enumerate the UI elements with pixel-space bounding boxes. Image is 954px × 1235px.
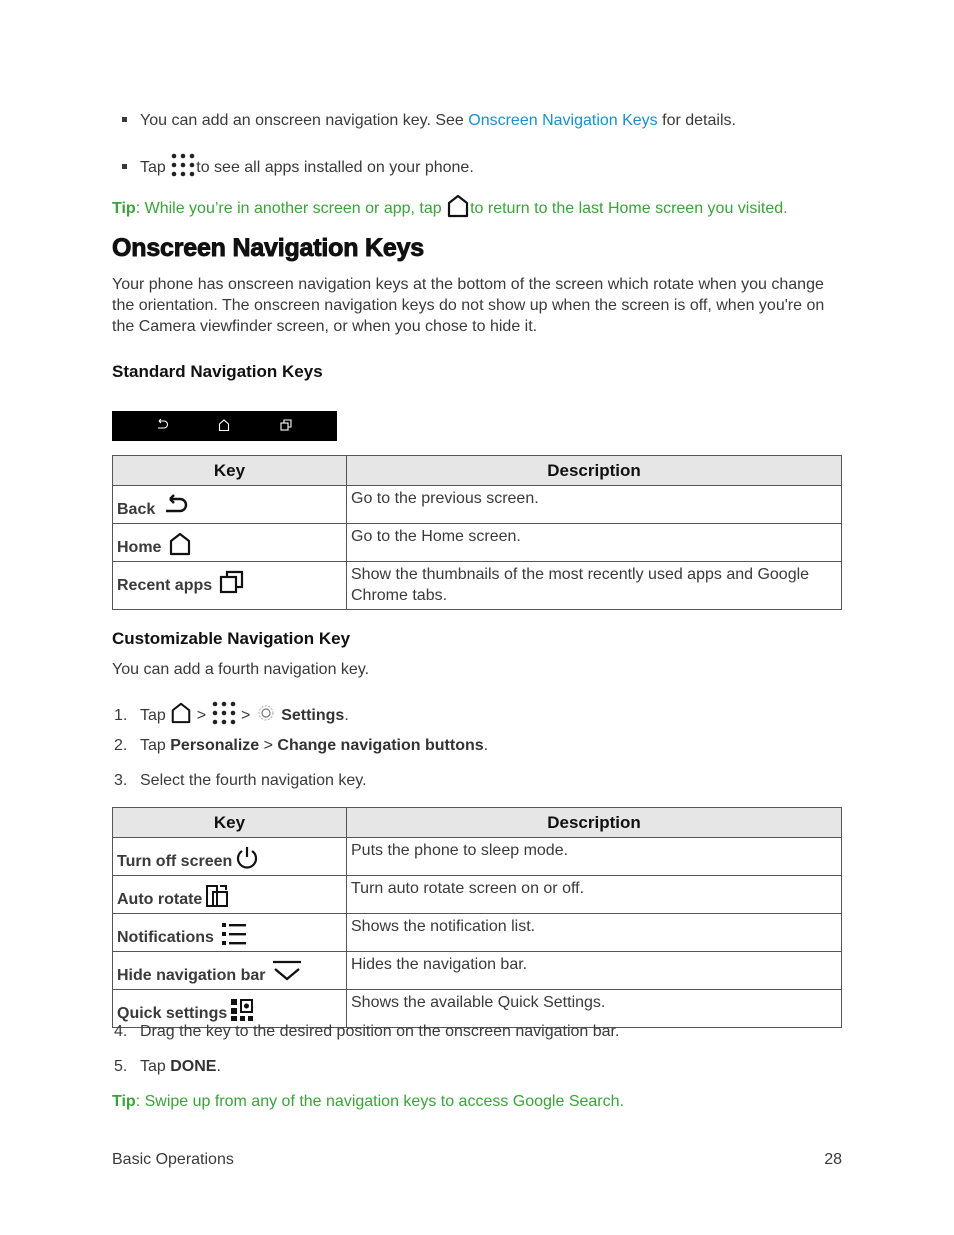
notifications-list-icon xyxy=(220,922,248,946)
tip-home: Tip: While you’re in another screen or app, tap to return to the last Home screen you visited. xyxy=(112,194,788,219)
description-cell: Go to the previous screen. xyxy=(347,486,842,524)
home-icon xyxy=(446,194,470,218)
step-1: 1. Tap > > Settings. xyxy=(114,701,349,726)
tip-google-search: Tip: Swipe up from any of the navigation keys to access Google Search. xyxy=(112,1093,624,1110)
settings-gear-icon xyxy=(255,703,277,725)
recent-apps-icon xyxy=(219,570,245,594)
page-title: Onscreen Navigation Keys xyxy=(112,234,424,262)
description-cell: Shows the notification list. xyxy=(347,914,842,952)
quick-settings-icon xyxy=(229,998,255,1022)
recent-apps-icon xyxy=(279,418,293,432)
column-header-key: Key xyxy=(113,808,347,838)
key-cell: Auto rotate xyxy=(113,876,347,914)
step-5: 5. Tap DONE. xyxy=(114,1058,221,1075)
navigation-bar-image xyxy=(112,411,337,441)
bullet-all-apps: Tap to see all apps installed on your phone. xyxy=(122,153,474,178)
table-header-row xyxy=(113,808,842,838)
all-apps-icon xyxy=(211,701,237,725)
home-icon xyxy=(168,532,192,556)
customizable-keys-table xyxy=(112,807,842,1028)
description-cell: Show the thumbnails of the most recently used apps and Google Chrome tabs. xyxy=(347,562,842,610)
bullet-marker xyxy=(122,164,127,169)
key-cell: Turn off screen xyxy=(113,838,347,876)
standard-keys-heading: Standard Navigation Keys xyxy=(112,362,323,381)
description-cell: Shows the available Quick Settings. xyxy=(347,990,842,1028)
auto-rotate-icon xyxy=(204,884,230,908)
standard-keys-table xyxy=(112,455,842,610)
home-icon xyxy=(170,701,192,725)
onscreen-nav-keys-link[interactable]: Onscreen Navigation Keys xyxy=(468,112,658,129)
home-icon xyxy=(217,418,231,432)
key-cell: Quick settings xyxy=(113,990,347,1028)
page-number: 28 xyxy=(824,1151,842,1168)
bullet-marker xyxy=(122,117,127,122)
key-cell: Recent apps xyxy=(113,562,347,610)
column-header-description: Description xyxy=(347,456,842,486)
table-row xyxy=(113,562,842,610)
key-cell: Notifications xyxy=(113,914,347,952)
table-header-row xyxy=(113,456,842,486)
bullet-add-nav-key: You can add an onscreen navigation key. See Onscreen Navigation Keys for details. xyxy=(122,111,736,131)
table-row xyxy=(113,952,842,990)
customizable-intro: You can add a fourth navigation key. xyxy=(112,661,370,678)
footer-section-name: Basic Operations xyxy=(112,1151,234,1168)
all-apps-icon xyxy=(170,153,196,177)
description-cell: Go to the Home screen. xyxy=(347,524,842,562)
back-icon xyxy=(155,418,169,432)
table-row xyxy=(113,838,842,876)
description-cell: Turn auto rotate screen on or off. xyxy=(347,876,842,914)
table-row xyxy=(113,914,842,952)
step-3: 3. Select the fourth navigation key. xyxy=(114,772,367,789)
key-cell: Hide navigation bar xyxy=(113,952,347,990)
description-cell: Puts the phone to sleep mode. xyxy=(347,838,842,876)
intro-paragraph: Your phone has onscreen navigation keys at the bottom of the screen which rotate when you change the orientation. The onscreen navigation keys do not show up when the screen is off, when you're on the Camera viewfinder screen, or when you chose to hide it. xyxy=(112,276,825,335)
back-icon xyxy=(162,494,190,518)
chevron-down-icon xyxy=(272,960,302,984)
description-cell: Hides the navigation bar. xyxy=(347,952,842,990)
column-header-key: Key xyxy=(113,456,347,486)
table-row xyxy=(113,486,842,524)
power-icon xyxy=(234,846,260,870)
column-header-description: Description xyxy=(347,808,842,838)
step-4: 4. Drag the key to the desired position on the onscreen navigation bar. xyxy=(114,1023,620,1040)
key-cell: Home xyxy=(113,524,347,562)
customizable-key-heading: Customizable Navigation Key xyxy=(112,629,351,648)
table-row xyxy=(113,524,842,562)
key-cell: Back xyxy=(113,486,347,524)
step-2: 2. Tap Personalize > Change navigation buttons. xyxy=(114,737,489,754)
table-row xyxy=(113,876,842,914)
